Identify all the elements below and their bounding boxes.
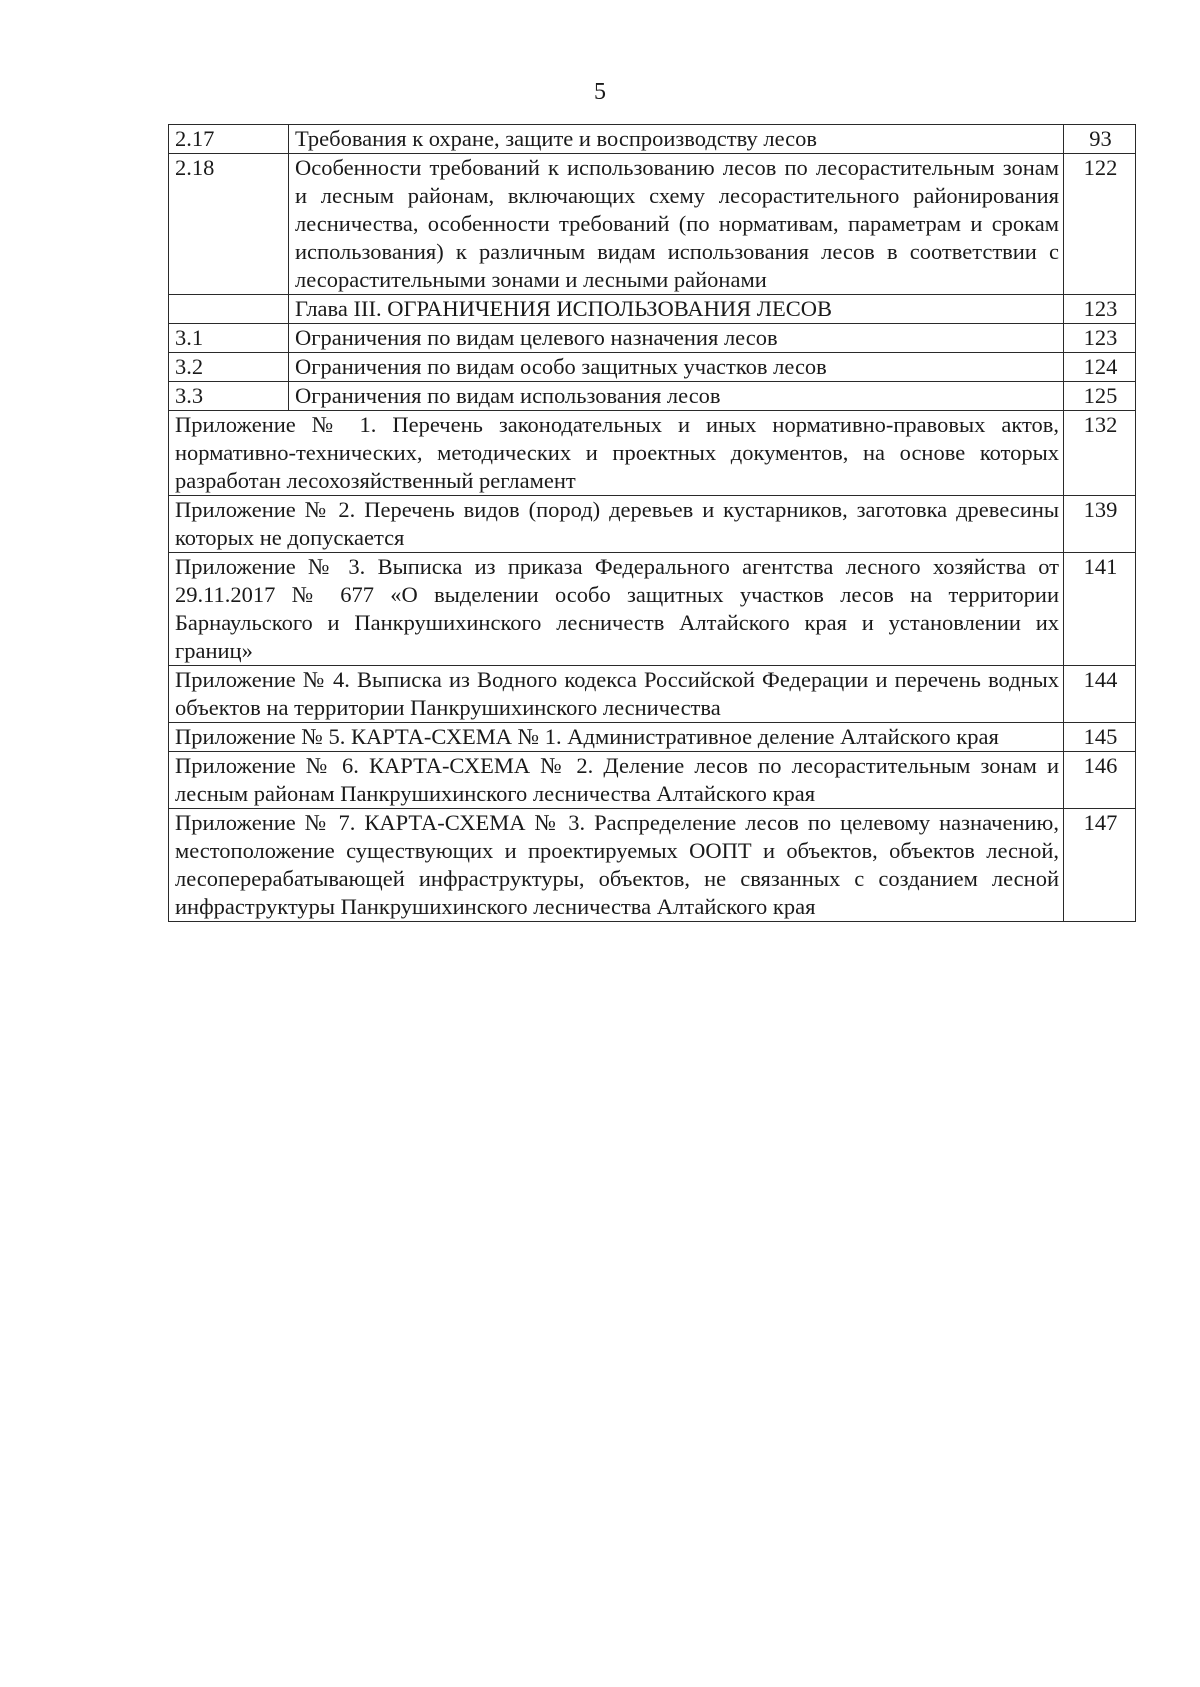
toc-chapter-title: Глава III. ОГРАНИЧЕНИЯ ИСПОЛЬЗОВАНИЯ ЛЕСОВ xyxy=(289,295,1064,324)
appendix-row xyxy=(169,809,1136,922)
appendix-page: 145 xyxy=(1064,723,1136,752)
appendix-title: Приложение № 6. КАРТА-СХЕМА № 2. Деление лесов по лесорастительным зонам и лесным районам Панкрушихинского лесничества Алтайского края xyxy=(169,752,1064,809)
appendix-title: Приложение № 4. Выписка из Водного кодекса Российской Федерации и перечень водных объектов на территории Панкрушихинского лесничества xyxy=(169,666,1064,723)
toc-row xyxy=(169,324,1136,353)
appendix-title: Приложение № 5. КАРТА-СХЕМА № 1. Административное деление Алтайского края xyxy=(169,723,1064,752)
appendix-row xyxy=(169,411,1136,496)
toc-row-number: 3.1 xyxy=(169,324,289,353)
appendix-page: 139 xyxy=(1064,496,1136,553)
appendix-page: 147 xyxy=(1064,809,1136,922)
table-of-contents xyxy=(168,124,1136,922)
toc-row-title: Ограничения по видам особо защитных участков лесов xyxy=(289,353,1064,382)
toc-row-title: Ограничения по видам целевого назначения лесов xyxy=(289,324,1064,353)
appendix-page: 141 xyxy=(1064,553,1136,666)
appendix-row xyxy=(169,723,1136,752)
appendix-row xyxy=(169,553,1136,666)
toc-row-page: 122 xyxy=(1064,154,1136,295)
appendix-page: 132 xyxy=(1064,411,1136,496)
toc-row-number: 3.3 xyxy=(169,382,289,411)
toc-row-page: 123 xyxy=(1064,324,1136,353)
toc-row-title: Требования к охране, защите и воспроизводству лесов xyxy=(289,125,1064,154)
appendix-title: Приложение № 1. Перечень законодательных и иных нормативно-правовых актов, нормативно-технических, методических и проектных документов, на основе которых разработан лесохозяйственный регламент xyxy=(169,411,1064,496)
toc-row xyxy=(169,353,1136,382)
toc-row-page: 123 xyxy=(1064,295,1136,324)
toc-row xyxy=(169,154,1136,295)
appendix-page: 146 xyxy=(1064,752,1136,809)
toc-row-number xyxy=(169,295,289,324)
toc-row-page: 125 xyxy=(1064,382,1136,411)
toc-row-page: 124 xyxy=(1064,353,1136,382)
toc-row-number: 3.2 xyxy=(169,353,289,382)
page-number: 5 xyxy=(594,79,606,105)
toc-chapter-row xyxy=(169,295,1136,324)
toc-row-number: 2.18 xyxy=(169,154,289,295)
appendix-row xyxy=(169,496,1136,553)
appendix-page: 144 xyxy=(1064,666,1136,723)
toc-row-title: Особенности требований к использованию лесов по лесорастительным зонам и лесным районам, включающих схему лесорастительного районирования лесничества, особенности требований (по нормативам, параметрам и срокам использования) к различным видам использования лесов в соответствии с лесорастительными зонами и лесными районами xyxy=(289,154,1064,295)
appendix-title: Приложение № 3. Выписка из приказа Федерального агентства лесного хозяйства от 29.11.2017 № 677 «О выделении особо защитных участков лесов на территории Барнаульского и Панкрушихинского лесничеств Алтайского края и установлении их границ» xyxy=(169,553,1064,666)
appendix-title: Приложение № 2. Перечень видов (пород) деревьев и кустарников, заготовка древесины которых не допускается xyxy=(169,496,1064,553)
appendix-row xyxy=(169,666,1136,723)
toc-row xyxy=(169,125,1136,154)
appendix-row xyxy=(169,752,1136,809)
toc-row-page: 93 xyxy=(1064,125,1136,154)
toc-row-title: Ограничения по видам использования лесов xyxy=(289,382,1064,411)
appendix-title: Приложение № 7. КАРТА-СХЕМА № 3. Распределение лесов по целевому назначению, местоположение существующих и проектируемых ООПТ и объектов, объектов лесной, лесоперерабатывающей инфраструктуры, объектов, не связанных с созданием лесной инфраструктуры Панкрушихинского лесничества Алтайского края xyxy=(169,809,1064,922)
toc-row-number: 2.17 xyxy=(169,125,289,154)
toc-row xyxy=(169,382,1136,411)
